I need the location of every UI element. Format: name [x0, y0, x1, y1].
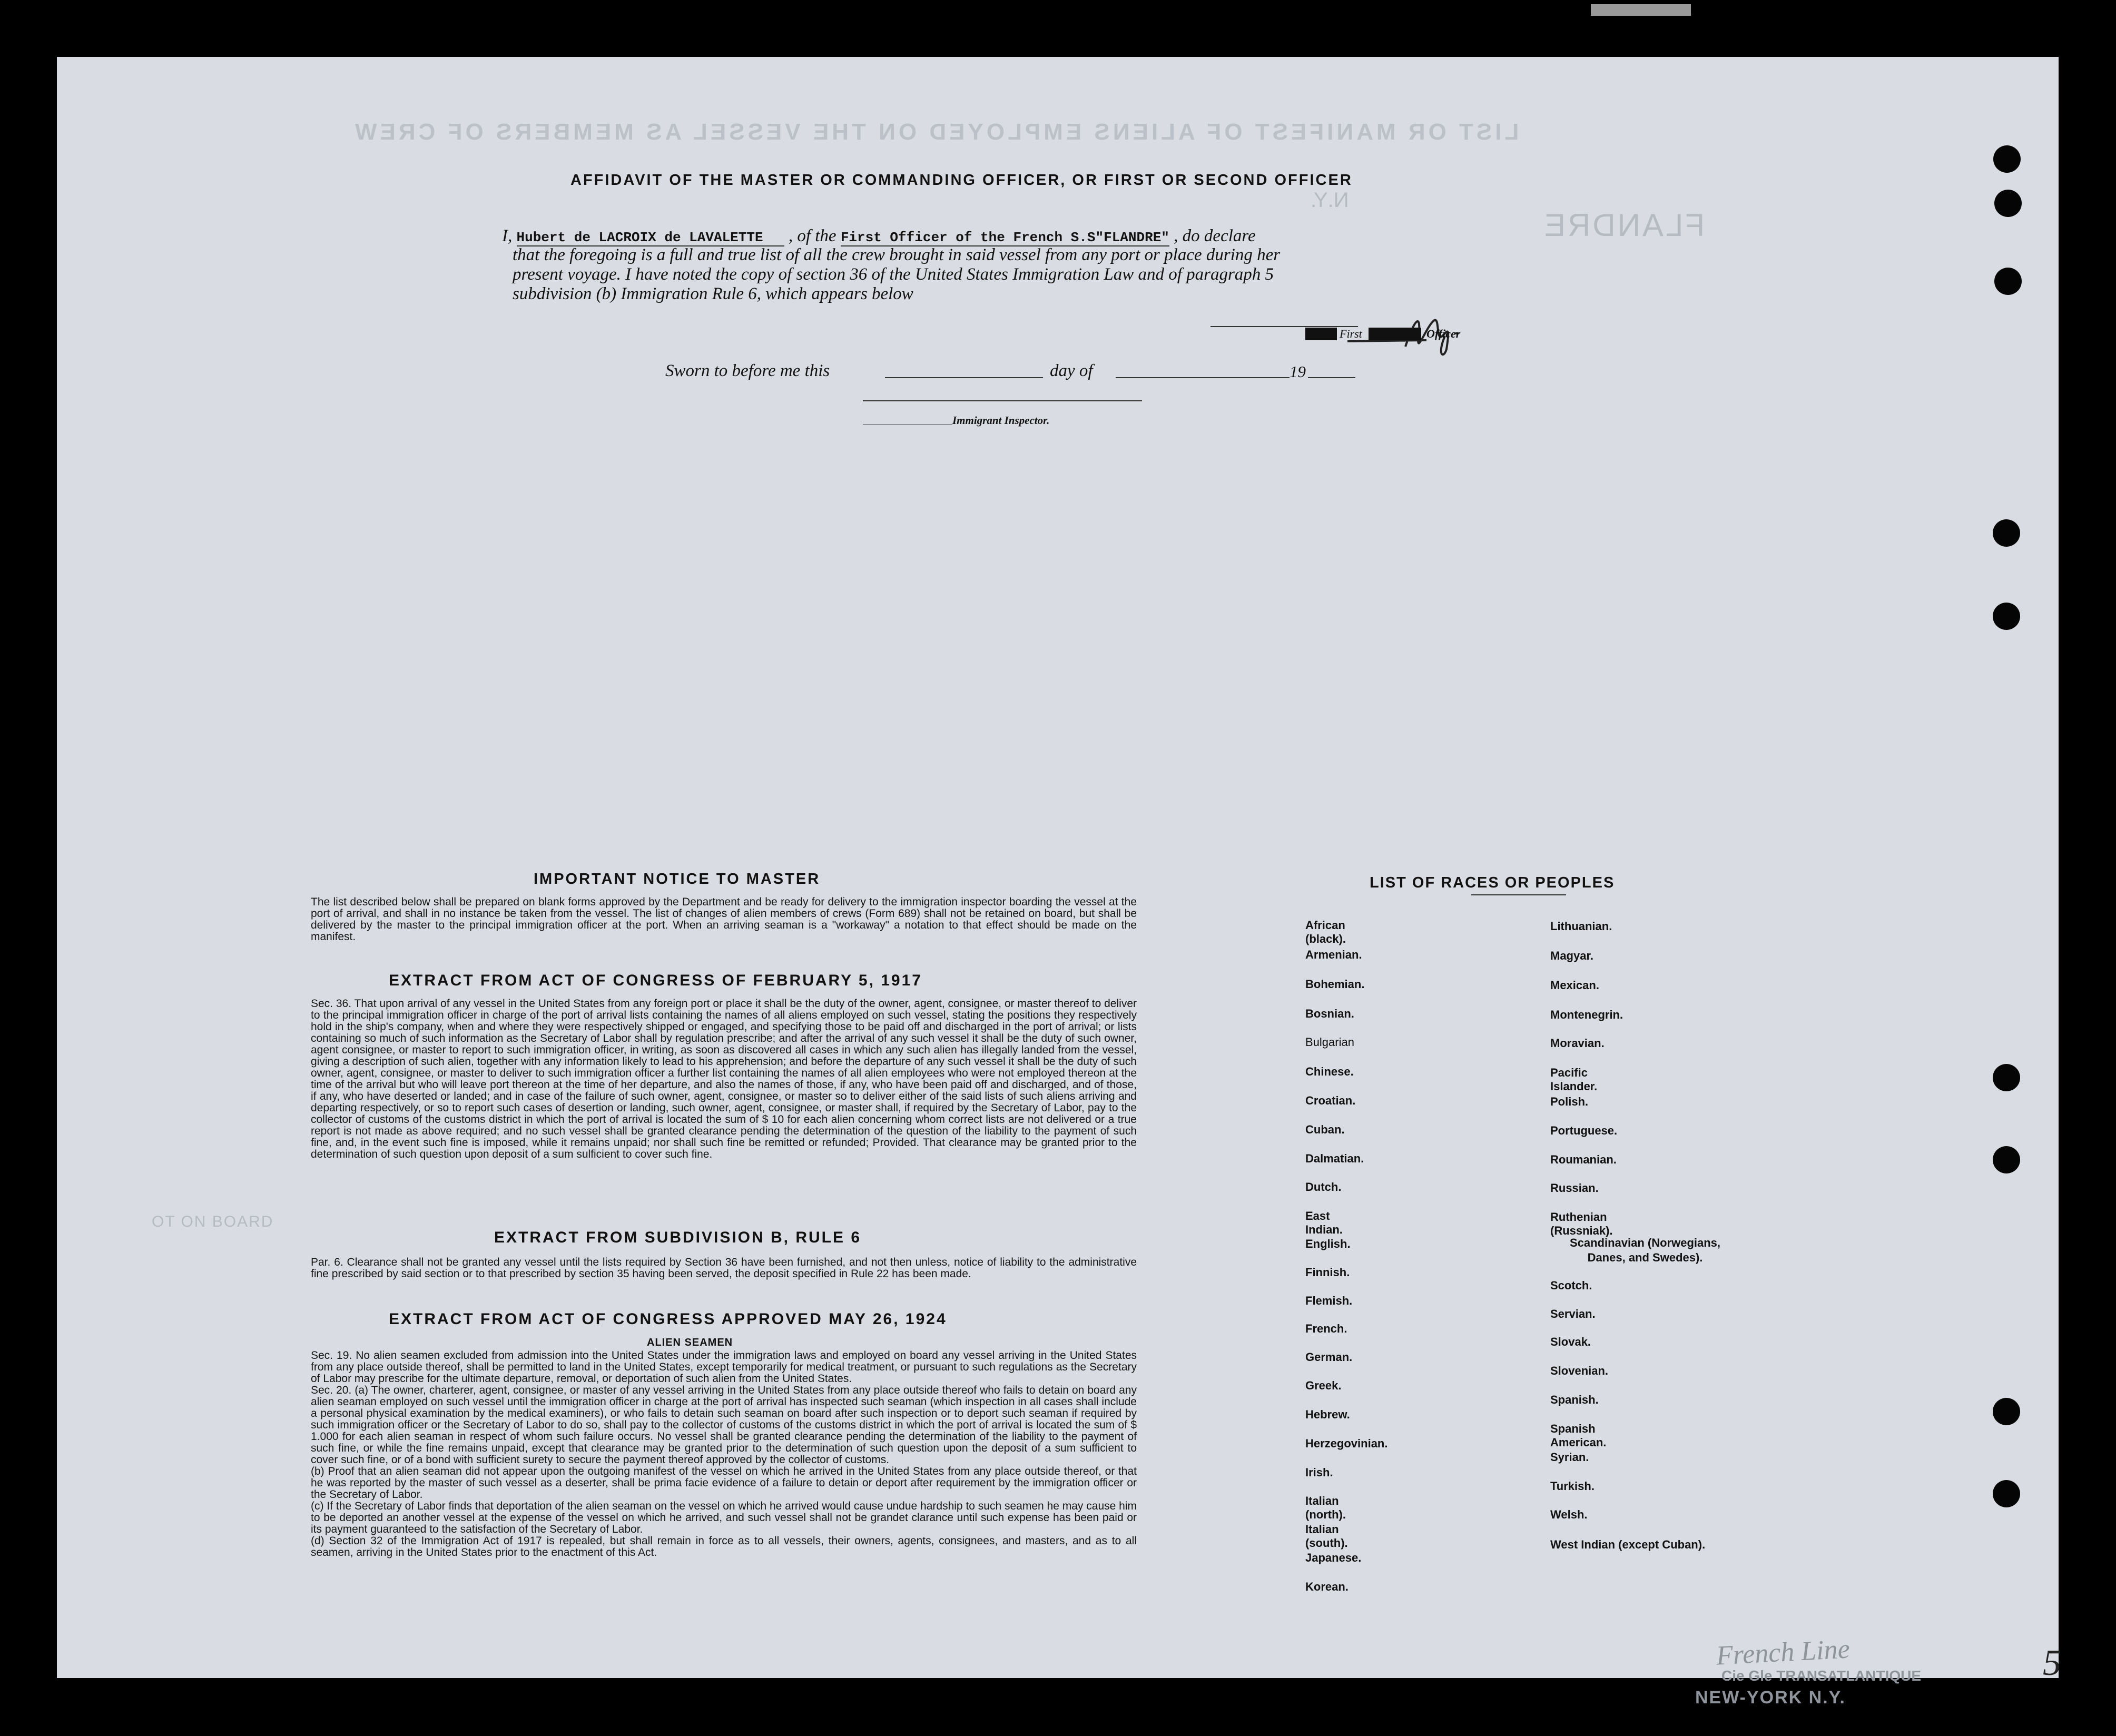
redacted-box [1305, 328, 1337, 340]
affidavit-do-declare: , do declare [1174, 226, 1256, 245]
race-item: French. [1305, 1322, 1347, 1335]
punch-hole [1993, 603, 2020, 630]
punch-hole [1993, 1480, 2020, 1507]
affidavit-line-2: that the foregoing is a full and true list of all the crew brought in said vessel from any port or place during her [513, 245, 1281, 264]
scan-header-strip [1591, 4, 1691, 16]
bleed-through-not-on-board: OT ON BOARD [152, 1213, 274, 1230]
inspector-lead-line [863, 424, 952, 425]
race-item: Chinese. [1305, 1065, 1354, 1078]
race-item: Bohemian. [1305, 978, 1365, 991]
race-item: Scotch. [1550, 1279, 1592, 1292]
sworn-day-line [885, 377, 1043, 378]
punch-hole [1993, 519, 2020, 547]
alien-seamen-subtitle: ALIEN SEAMEN [647, 1337, 733, 1348]
race-item: Dutch. [1305, 1180, 1342, 1194]
corner-page-mark: 5 [2043, 1643, 2061, 1683]
bleed-through-title: LIST OR MANIFEST OF ALIENS EMPLOYED ON THE VESSEL AS MEMBERS OF CREW [352, 119, 1519, 145]
signature-officer-label: Officer [1426, 327, 1461, 340]
stamp-company: Cie Gle TRANSATLANTIQUE [1721, 1668, 1922, 1684]
notice-text: The list described below shall be prepared on blank forms approved by the Department and be ready for delivery to the immigration inspector boarding the vessel at the port of arrival, and shall in no instance be taken from the vessel. The list of changes of alien members of crews (Form 689) shall not be retained on board, but shall be delivered by the master to the principal immigration officer at the port. When an arriving seaman is a "workaway" a notation to that effect should be made on the manifest. [311, 896, 1137, 943]
race-item: Spanish American. [1550, 1422, 1607, 1449]
affidavit-line-1 [502, 226, 1256, 246]
punch-hole [1993, 1398, 2020, 1425]
extract-rule6-title: EXTRACT FROM SUBDIVISION B, RULE 6 [494, 1229, 862, 1246]
extract-1917-title: EXTRACT FROM ACT OF CONGRESS OF FEBRUARY 5, 1917 [389, 972, 922, 989]
year-label: 19 [1290, 362, 1306, 381]
affidavit-line-4: subdivision (b) Immigration Rule 6, which appears below [513, 284, 913, 303]
race-item: East Indian. [1305, 1209, 1343, 1236]
race-item: Armenian. [1305, 948, 1362, 961]
day-of-label: day of [1050, 361, 1093, 380]
year-line [1308, 377, 1355, 378]
affidavit-title: AFFIDAVIT OF THE MASTER OR COMMANDING OFFICER, OR FIRST OR SECOND OFFICER [570, 172, 1353, 189]
extract-rule6-text: Par. 6. Clearance shall not be granted any vessel until the lists required by Section 36 have been furnished, and not then unless, notice of liability to the administrative fine prescribed by said section or to that prescribed by section 35 having been served, the deposit specified in Rule 22 has been made. [311, 1256, 1137, 1280]
signature-first-label: First [1340, 327, 1362, 340]
officer-name: Hubert de LACROIX de LAVALETTE [517, 230, 784, 246]
bleed-through-port: N.Y. [1311, 189, 1349, 212]
affidavit-of-the: , of the [788, 226, 836, 245]
race-item: Slovak. [1550, 1335, 1591, 1348]
race-item: Finnish. [1305, 1266, 1350, 1279]
race-item: Italian (north). [1305, 1494, 1346, 1521]
section-20d-paragraph: (d) Section 32 of the Immigration Act of 1917 is repealed, but shall remain in force as to all vessels, their owners, agents, consignees, and masters, and as to all seamen, arriving in the United States prior to the enactment of this Act. [311, 1535, 1137, 1559]
race-item: Spanish. [1550, 1393, 1599, 1406]
race-item: English. [1305, 1237, 1351, 1250]
race-item: Korean. [1305, 1580, 1349, 1593]
race-item: Irish. [1305, 1466, 1333, 1479]
affidavit-i: I, [502, 226, 513, 245]
race-item: Dalmatian. [1305, 1152, 1364, 1165]
sworn-label: Sworn to before me this [665, 361, 830, 380]
race-item: Russian. [1550, 1181, 1599, 1195]
punch-hole [1993, 145, 2021, 173]
race-item: Moravian. [1550, 1037, 1605, 1050]
stamp-city: NEW-YORK N.Y. [1695, 1688, 1846, 1708]
race-item: Ruthenian (Russniak). [1550, 1210, 1613, 1237]
punch-hole [1994, 190, 2022, 217]
affidavit-line-3: present voyage. I have noted the copy of section 36 of the United States Immigration Law and of paragraph 5 [513, 265, 1274, 284]
inspector-signature-line [863, 400, 1142, 401]
stamp-signature-script: French Line [1715, 1634, 1851, 1671]
race-item: Mexican. [1550, 979, 1599, 992]
punch-hole [1994, 268, 2022, 295]
race-item: German. [1305, 1350, 1353, 1364]
race-item: Polish. [1550, 1095, 1589, 1108]
race-item: Slovenian. [1550, 1364, 1609, 1377]
race-item: Montenegrin. [1550, 1008, 1623, 1021]
races-title-rule [1471, 894, 1566, 895]
race-item: Pacific Islander. [1550, 1066, 1598, 1093]
race-item: Roumanian. [1550, 1153, 1617, 1166]
race-item: Welsh. [1550, 1508, 1588, 1521]
extract-1917-text: Sec. 36. That upon arrival of any vessel in the United States from any foreign port or place it shall be the duty of the owner, agent, consignee, or master thereof to deliver to the principal immigration officer in charge of the port of arrival lists containing the names of all aliens employed on such vessel, stating the positions they respectively hold in the ship's company, when and where they were respectively shipped or engaged, and specifying those to be paid off and discharged in the port of arrival; or lists containing so much of such information as the Secretary of Labor shall by regulation prescribe; and after the arrival of any such vessel it shall be the duty of such owner, agent consignee, or master to report to such immigration officer, in writing, as soon as discovered all cases in which any such alien has illegally landed from the vessel, giving a description of such alien, together with any information likely to lead to his apprehension; and before the departure of any such vessel it shall be the duty of such owner, agent, consignee, or master to deliver to such immigration officer a further list containing the names of all alien employees who were not employed thereon at the time of the arrival but who will leave port thereon at the time of her departure, and also the names of those, if any, who have been paid off and discharged, and of those, if any, who have deserted or landed; and in case of the failure of such owner, agent, consignee, or master so to deliver either of the said lists of such aliens arriving and departing respectively, or so to report such cases of desertion or landing, such owner, agent, consignee, or master shall, if required by the Secretary of Labor, pay to the collector of customs of the customs district in which the port of arrival is located the sum of $ 10 for each alien concerning whom correct lists are not delivered or a true report is not made as above required; and no such vessel shall be granted clearance pending the determination of the question of the liability to the payment of such fine, and, in the event such fine is imposed, while it remains unpaid; nor shall such fine be remitted or refunded; Provided. That clearance may be granted prior to the determination of such question upon deposit of a sum sulficient to cover such fine. [311, 998, 1137, 1160]
document-page [57, 57, 2061, 1708]
race-item: Portuguese. [1550, 1124, 1618, 1137]
inspector-label: Immigrant Inspector. [952, 414, 1050, 427]
race-item: Servian. [1550, 1307, 1596, 1320]
signature-line [1210, 326, 1358, 327]
race-item: Cuban. [1305, 1123, 1345, 1136]
race-item: Scandinavian (Norwegians, Danes, and Swedes). [1569, 1236, 1721, 1264]
race-item: West Indian (except Cuban). [1550, 1538, 1706, 1551]
officer-rank-vessel: First Officer of the French S.S"FLANDRE" [840, 230, 1169, 245]
race-item: Croatian. [1305, 1094, 1356, 1107]
section-20c-paragraph: (c) If the Secretary of Labor finds that deportation of the alien seaman on the vessel on which he arrived would cause undue hardship to such seamen he may cause him to be deported an another vessel at the expense of the vessel on which he arrived, and such vessel shall not be grandet clarance until such expense has been paid or its payment guaranteed to the satisfaction of the Secretary of Labor. [311, 1500, 1137, 1535]
race-item: Magyar. [1550, 949, 1593, 962]
race-item: Hebrew. [1305, 1408, 1350, 1421]
races-title: LIST OF RACES OR PEOPLES [1370, 874, 1615, 891]
race-item: Bulgarian [1305, 1035, 1354, 1049]
section-20a-paragraph: Sec. 20. (a) The owner, charterer, agent, consignee, or master of any vessel arriving in the United States from any place outside thereof who fails to detain on board any alien seaman employed on such vessel until the immigration officer in charge at the port of arrival has inspected such seaman (which inspection in all cases shall include a personal physical examination by the medical examiners), or who fails to detain such seaman on board after such inspection or to deport such seaman if required by such immigration officer or the Secretary of Labor to do so, shall pay to the collector of customs of the customs district in which the port of arrival is located the sum of $ 1.000 for each alien seaman in respect of whom such failure occurs. No vessel shall be granted clearance pending the determination of the liability to the payment of such fine, or while the fine remains unpaid, except that clearance may be granted prior to the determination of such question upon the deposit of a sum sufficient to cover such fine, or of a bond with sufficient surety to secure the payment thereof approved by the collector of customs. [311, 1384, 1137, 1466]
section-19-paragraph: Sec. 19. No alien seamen excluded from admission into the United States under the immigration laws and employed on board any vessel arriving in the United States from any place outside thereof, shall be permitted to land in the United States, except temporarily for medical treatment, or pursuant to such regulations as the Secretary of Labor may prescribe for the ultimate departure, removal, or deportation of such alien from the United States. [311, 1349, 1137, 1385]
race-item: Herzegovinian. [1305, 1437, 1388, 1450]
race-item: Turkish. [1550, 1479, 1595, 1493]
race-item: African (black). [1305, 919, 1346, 945]
notice-title: IMPORTANT NOTICE TO MASTER [534, 871, 821, 887]
race-item: Bosnian. [1305, 1007, 1354, 1020]
race-item: Syrian. [1550, 1451, 1589, 1464]
bleed-through-ship-name: FLANDRE [1542, 208, 1705, 243]
day-of-line [1116, 377, 1290, 378]
race-item: Japanese. [1305, 1551, 1362, 1564]
race-item: Italian (south). [1305, 1523, 1348, 1550]
redacted-box-2 [1369, 328, 1421, 340]
extract-1924-title: EXTRACT FROM ACT OF CONGRESS APPROVED MAY 26, 1924 [389, 1310, 947, 1328]
extract-1924-text [311, 1350, 1137, 1559]
punch-hole [1993, 1146, 2020, 1173]
race-item: Flemish. [1305, 1294, 1353, 1307]
race-item: Greek. [1305, 1379, 1342, 1392]
punch-hole [1993, 1064, 2020, 1091]
race-item: Lithuanian. [1550, 920, 1612, 933]
section-20b-paragraph: (b) Proof that an alien seaman did not appear upon the outgoing manifest of the vessel on which he arrived in the United States from any place outside thereof, or that he was reported by the master of such vessel as a deserter, shall be prima facie evidence of a failure to detain or deport after requirement by the immigration officer or the Secretary of Labor. [311, 1465, 1137, 1501]
